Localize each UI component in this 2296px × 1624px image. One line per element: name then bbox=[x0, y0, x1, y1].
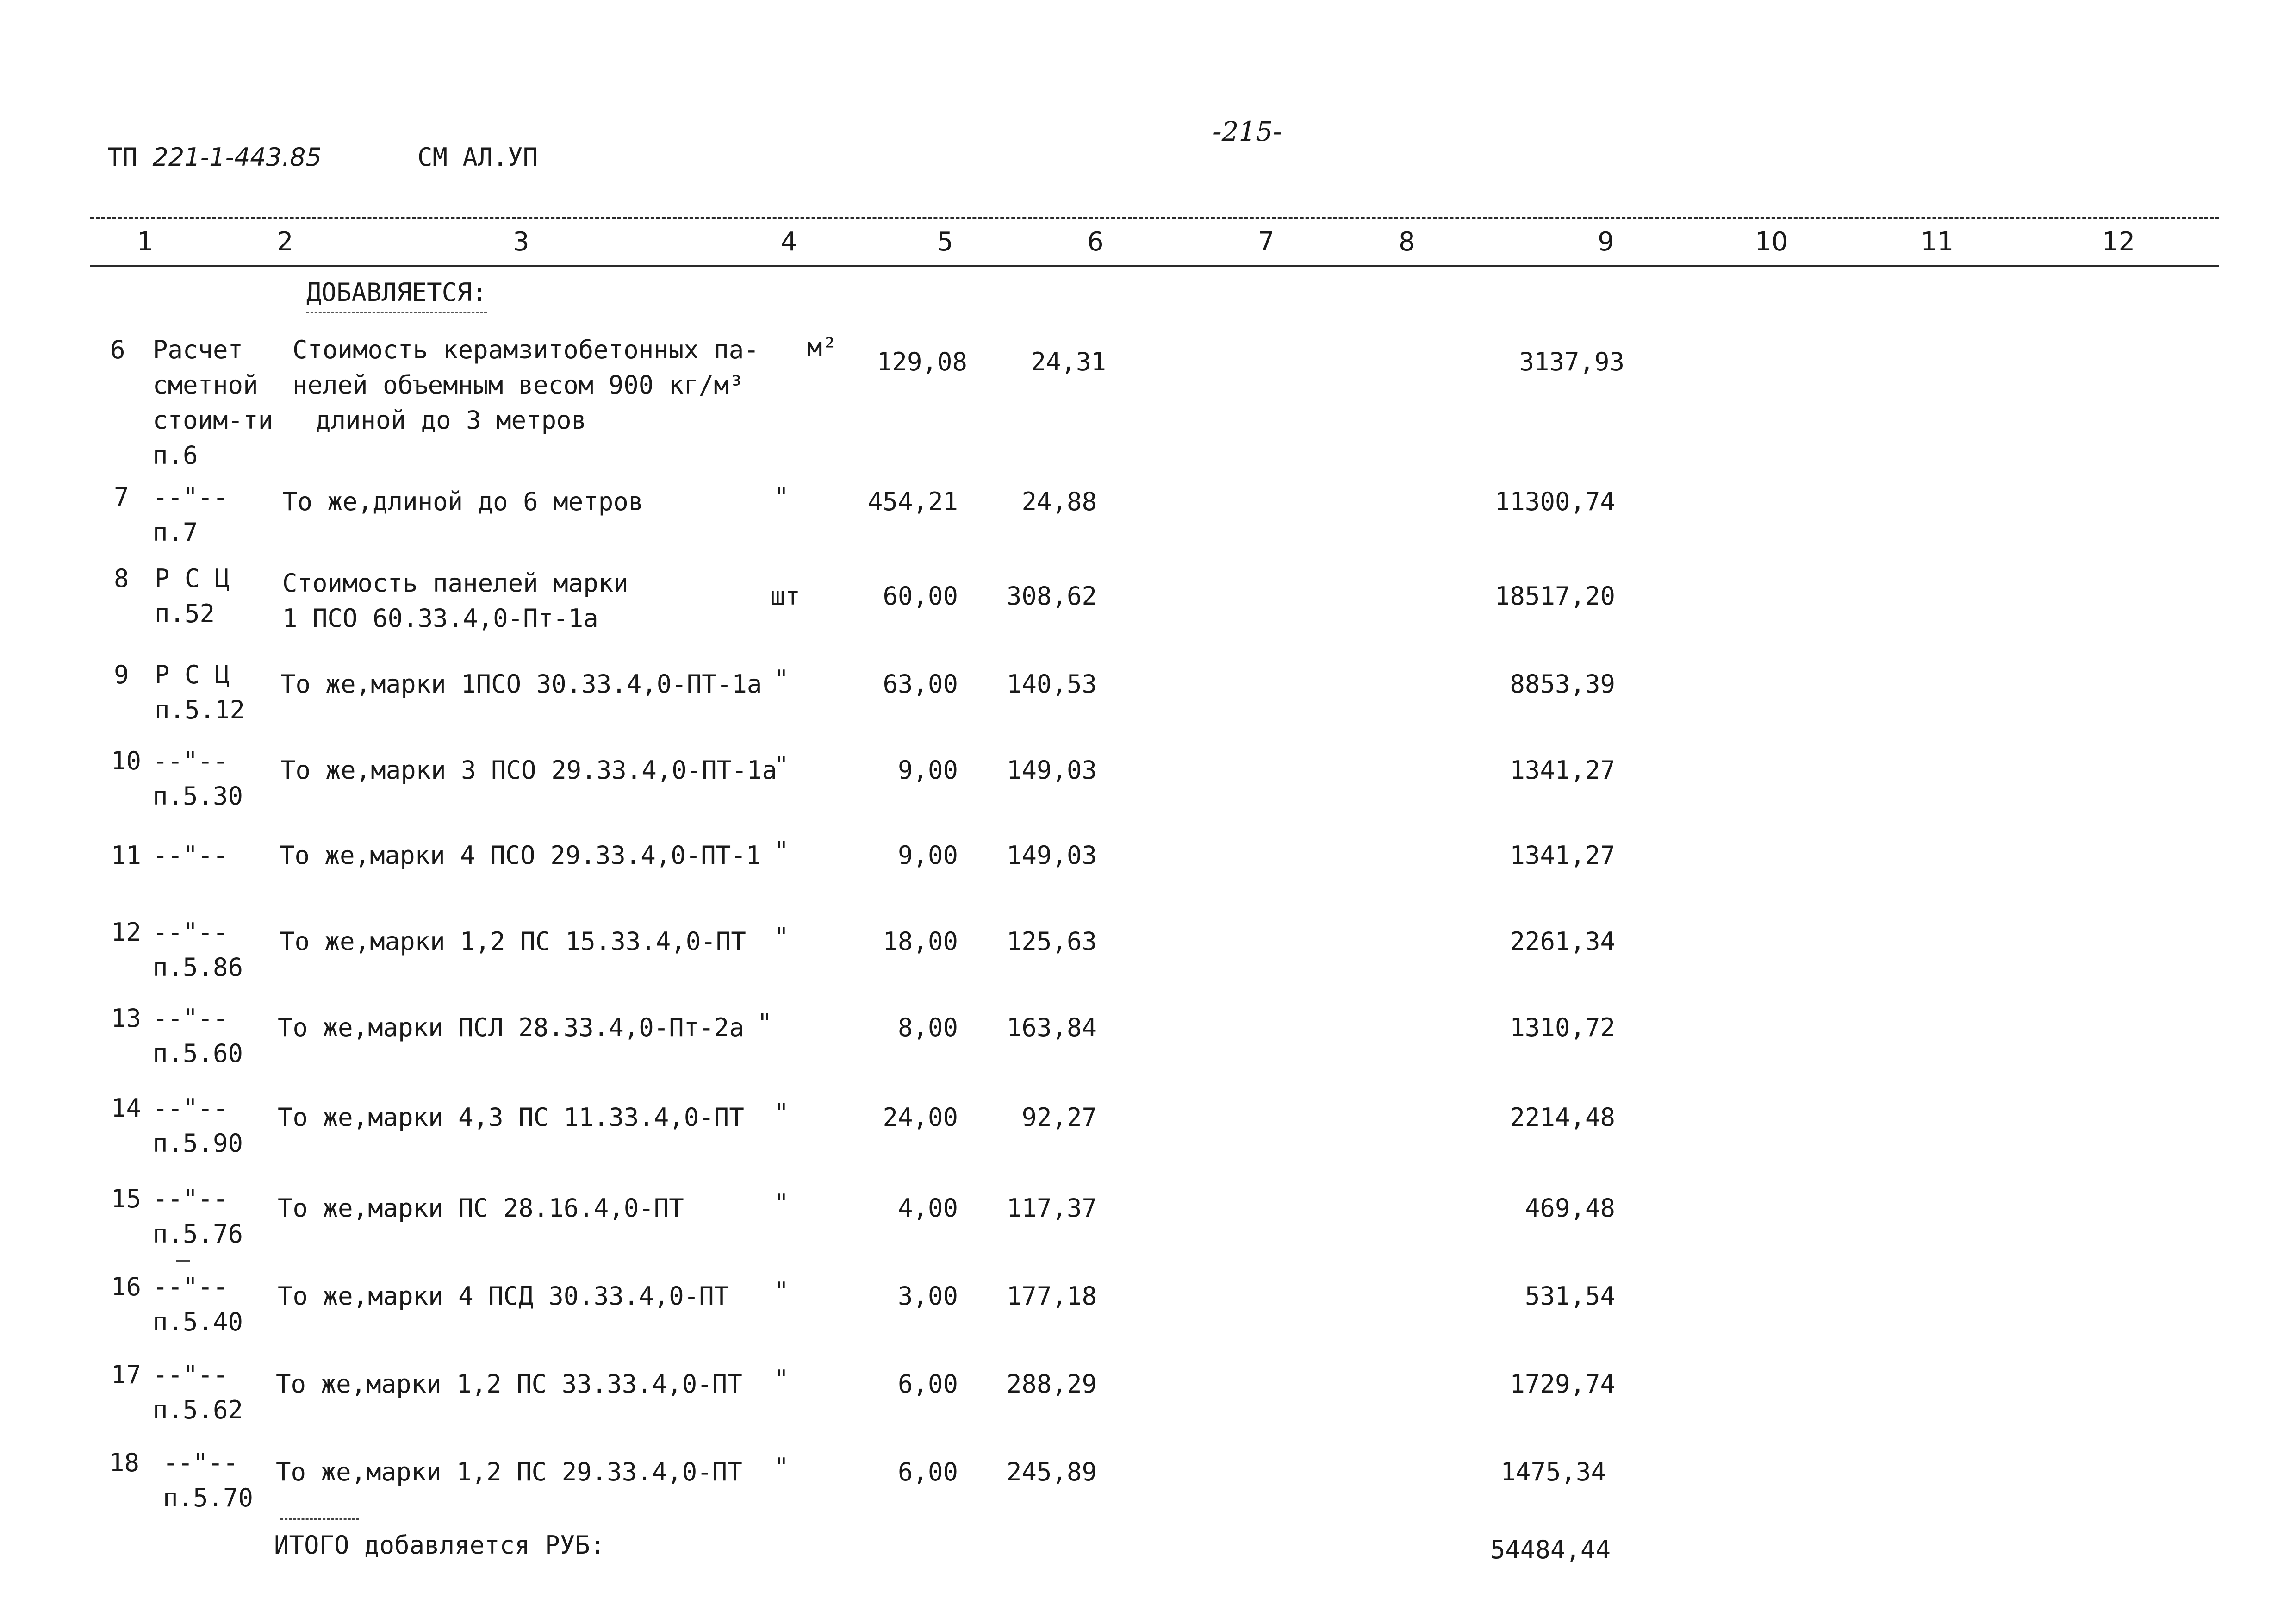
row-reference-line: --"-- bbox=[153, 918, 228, 947]
row-unit: " bbox=[774, 751, 789, 780]
row-description-line: Стоимость панелей марки bbox=[282, 568, 628, 598]
row-reference-line: сметной bbox=[153, 370, 258, 400]
row-reference-line: стоим-ти bbox=[153, 406, 274, 435]
row-reference-line: --"-- bbox=[153, 746, 228, 775]
row-unit-price: 288,29 bbox=[1006, 1369, 1097, 1399]
row-reference bbox=[153, 332, 273, 473]
row-description bbox=[282, 566, 628, 636]
row-unit-price: 125,63 bbox=[1006, 927, 1097, 956]
row-quantity: 63,00 bbox=[883, 669, 958, 699]
row-description: То же,марки ПСЛ 28.33.4,0-Пт-2а bbox=[278, 1013, 744, 1042]
row-unit: " bbox=[774, 922, 789, 951]
row-quantity: 4,00 bbox=[897, 1193, 958, 1223]
row-number: 11 bbox=[111, 841, 142, 870]
row-reference-line: п.5.76 bbox=[153, 1219, 243, 1249]
row-reference-line: --"-- bbox=[153, 841, 228, 870]
row-number: 8 bbox=[114, 564, 129, 593]
row-unit: " bbox=[774, 1098, 789, 1127]
total-value: 54484,44 bbox=[1490, 1535, 1611, 1564]
row-reference-line: п.7 bbox=[153, 518, 198, 547]
row-description: То же,длиной до 6 метров bbox=[282, 487, 644, 516]
row-reference bbox=[153, 915, 243, 985]
row-description-line: нелей объемным весом 900 кг/м³ bbox=[292, 370, 744, 400]
row-description: То же,марки 1,2 ПС 15.33.4,0-ПТ bbox=[280, 927, 746, 956]
document-code-prefix: ТП bbox=[107, 143, 138, 172]
row-reference-line: п.5.90 bbox=[153, 1129, 243, 1158]
document-code-number: 221-1-443.85 bbox=[152, 143, 322, 172]
row-reference bbox=[153, 743, 243, 814]
row-description: То же,марки 4 ПСО 29.33.4,0-ПТ-1 bbox=[280, 841, 761, 870]
column-number-6: 6 bbox=[1087, 227, 1104, 257]
row-description: То же,марки 1,2 ПС 33.33.4,0-ПТ bbox=[276, 1369, 742, 1399]
row-reference bbox=[155, 561, 230, 631]
row-total: 1341,27 bbox=[1510, 841, 1615, 870]
row-description: То же,марки 1ПСО 30.33.4,0-ПТ-1а bbox=[280, 669, 762, 699]
row-reference bbox=[153, 1269, 243, 1340]
row-reference bbox=[155, 657, 245, 728]
row-unit-price: 24,31 bbox=[1031, 347, 1106, 376]
row-total: 1475,34 bbox=[1500, 1457, 1606, 1487]
column-number-1: 1 bbox=[137, 227, 154, 257]
row-number: 14 bbox=[111, 1093, 142, 1123]
row-description: То же,марки 1,2 ПС 29.33.4,0-ПТ bbox=[276, 1457, 742, 1487]
row-total: 2261,34 bbox=[1510, 927, 1615, 956]
row-quantity: 6,00 bbox=[897, 1369, 958, 1399]
column-number-12: 12 bbox=[2102, 227, 2135, 257]
row-unit-price: 92,27 bbox=[1021, 1103, 1097, 1132]
column-number-2: 2 bbox=[277, 227, 293, 257]
row-unit-price: 149,03 bbox=[1006, 756, 1097, 785]
row-number: 18 bbox=[109, 1448, 140, 1477]
total-label: ИТОГО добавляется РУБ: bbox=[274, 1530, 605, 1560]
row-reference bbox=[153, 838, 228, 873]
row-description: То же,марки ПС 28.16.4,0-ПТ bbox=[278, 1193, 684, 1223]
row-reference-line: --"-- bbox=[163, 1448, 238, 1477]
section-title: ДОБАВЛЯЕТСЯ: bbox=[306, 278, 487, 307]
sheet-reference: СМ АЛ.УП bbox=[417, 143, 538, 172]
column-number-3: 3 bbox=[513, 227, 529, 257]
row-unit-price: 177,18 bbox=[1006, 1281, 1097, 1311]
row-reference-line: --"-- bbox=[153, 1272, 228, 1301]
row-unit: " bbox=[757, 1008, 772, 1037]
row-reference-line: Р С Ц bbox=[155, 564, 230, 593]
column-number-5: 5 bbox=[937, 227, 953, 257]
row-unit: " bbox=[774, 665, 789, 694]
document-code bbox=[107, 143, 322, 172]
row-description-line: 1 ПСО 60.33.4,0-Пт-1а bbox=[282, 604, 598, 633]
row-total: 11300,74 bbox=[1494, 487, 1615, 516]
row-number: 13 bbox=[111, 1004, 142, 1033]
column-number-7: 7 bbox=[1258, 227, 1275, 257]
row-quantity: 8,00 bbox=[897, 1013, 958, 1042]
column-number-11: 11 bbox=[1921, 227, 1954, 257]
row-unit: " bbox=[774, 1453, 789, 1482]
row-reference-line: п.5.86 bbox=[153, 953, 243, 982]
row-unit: " bbox=[774, 1365, 789, 1394]
row-reference-line: --"-- bbox=[153, 1093, 228, 1123]
total-underline-mark bbox=[280, 1518, 359, 1520]
row-reference-line: п.6 bbox=[153, 441, 198, 470]
header-top-rule bbox=[90, 217, 2219, 219]
row-unit: " bbox=[774, 482, 789, 512]
row-number: 17 bbox=[111, 1360, 142, 1389]
row-quantity: 454,21 bbox=[867, 487, 958, 516]
row-description: То же,марки 4,3 ПС 11.33.4,0-ПТ bbox=[278, 1103, 744, 1132]
row-reference-line: --"-- bbox=[153, 1360, 228, 1389]
row-unit: " bbox=[774, 1277, 789, 1306]
row-reference bbox=[163, 1445, 253, 1516]
row-reference-line: Р С Ц bbox=[155, 660, 230, 689]
row-description bbox=[292, 332, 759, 438]
column-number-4: 4 bbox=[781, 227, 797, 257]
row-reference-line: п.5.60 bbox=[153, 1039, 243, 1068]
row-total: 1310,72 bbox=[1510, 1013, 1615, 1042]
row-number: 9 bbox=[114, 660, 129, 689]
row-number: 15 bbox=[111, 1184, 142, 1213]
row-total: 2214,48 bbox=[1510, 1103, 1615, 1132]
row-reference-line: п.52 bbox=[155, 599, 215, 628]
row-reference bbox=[153, 480, 228, 550]
row-reference bbox=[153, 1181, 243, 1252]
column-number-10: 10 bbox=[1755, 227, 1788, 257]
row-reference-line: --"-- bbox=[153, 482, 228, 512]
row-quantity: 3,00 bbox=[897, 1281, 958, 1311]
row-unit-price: 149,03 bbox=[1006, 841, 1097, 870]
row-number: 12 bbox=[111, 918, 142, 947]
row-total: 531,54 bbox=[1524, 1281, 1615, 1311]
row-reference bbox=[153, 1091, 243, 1161]
column-number-9: 9 bbox=[1598, 227, 1614, 257]
row-reference-line: п.5.40 bbox=[153, 1307, 243, 1337]
row-reference-line: --"-- bbox=[153, 1004, 228, 1033]
row-number: 7 bbox=[114, 482, 129, 512]
row-reference bbox=[153, 1001, 243, 1071]
row-unit: " bbox=[774, 1189, 789, 1218]
header-bottom-rule bbox=[90, 265, 2219, 267]
row-unit: " bbox=[774, 836, 789, 865]
row-unit: м² bbox=[807, 332, 838, 362]
row-reference-line: Расчет bbox=[153, 335, 243, 364]
row-quantity: 6,00 bbox=[897, 1457, 958, 1487]
row-description-line: длиной до 3 метров bbox=[316, 406, 587, 435]
stray-mark bbox=[176, 1260, 190, 1262]
row-description: То же,марки 4 ПСД 30.33.4,0-ПТ bbox=[278, 1281, 729, 1311]
row-unit-price: 163,84 bbox=[1006, 1013, 1097, 1042]
page-number: -215- bbox=[1213, 116, 1282, 147]
row-description: То же,марки 3 ПСО 29.33.4,0-ПТ-1а bbox=[280, 756, 777, 785]
row-quantity: 9,00 bbox=[897, 841, 958, 870]
row-quantity: 129,08 bbox=[877, 347, 967, 376]
row-total: 18517,20 bbox=[1494, 581, 1615, 611]
row-reference-line: --"-- bbox=[153, 1184, 228, 1213]
row-number: 6 bbox=[110, 335, 125, 364]
row-unit-price: 117,37 bbox=[1006, 1193, 1097, 1223]
column-number-8: 8 bbox=[1399, 227, 1415, 257]
row-reference bbox=[153, 1357, 243, 1428]
row-number: 10 bbox=[111, 746, 142, 775]
row-reference-line: п.5.30 bbox=[153, 781, 243, 811]
row-unit-price: 308,62 bbox=[1006, 581, 1097, 611]
row-unit-price: 24,88 bbox=[1021, 487, 1097, 516]
row-quantity: 9,00 bbox=[897, 756, 958, 785]
row-total: 469,48 bbox=[1524, 1193, 1615, 1223]
row-quantity: 18,00 bbox=[883, 927, 958, 956]
row-reference-line: п.5.62 bbox=[153, 1395, 243, 1424]
row-unit-price: 245,89 bbox=[1006, 1457, 1097, 1487]
row-reference-line: п.5.12 bbox=[155, 695, 245, 725]
row-total: 1729,74 bbox=[1510, 1369, 1615, 1399]
row-total: 8853,39 bbox=[1510, 669, 1615, 699]
row-total: 1341,27 bbox=[1510, 756, 1615, 785]
row-reference-line: п.5.70 bbox=[163, 1483, 254, 1512]
row-unit: шт bbox=[770, 581, 801, 611]
row-quantity: 24,00 bbox=[883, 1103, 958, 1132]
row-number: 16 bbox=[111, 1272, 142, 1301]
row-total: 3137,93 bbox=[1519, 347, 1624, 376]
row-quantity: 60,00 bbox=[883, 581, 958, 611]
row-unit-price: 140,53 bbox=[1006, 669, 1097, 699]
row-description-line: Стоимость керамзитобетонных па- bbox=[292, 335, 759, 364]
